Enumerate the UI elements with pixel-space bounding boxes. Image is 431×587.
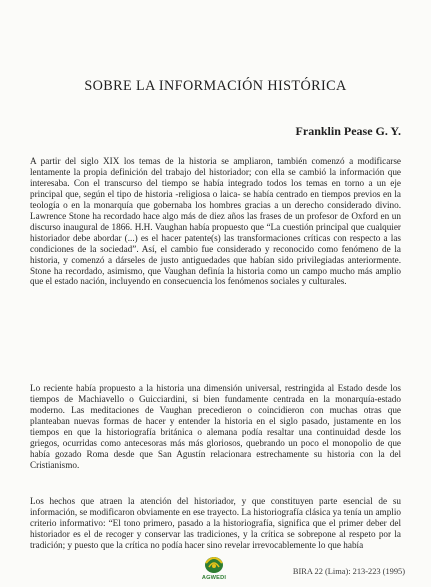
leaf-logo-icon [200, 553, 228, 575]
article-title: SOBRE LA INFORMACIÓN HISTÓRICA [84, 78, 347, 94]
article-author: Franklin Pease G. Y. [295, 124, 401, 138]
page-footer [0, 549, 431, 587]
paragraph-text: Los hechos que atraen la atención del historiador, y que constituyen parte esencial de su información, se modificaron obviamente en ese trayecto. La historiografía clásica ya tenía un amplio criterio informativo: “El tono primero, pasado a la historiografía, significa que el primer deber del historiador es el de recoger y conservar las tradiciones, y la crítica se sobrepone al respeto por la tradición; y puesto que la crítica no podía hacer sino revelar irrevocablemente lo que había [30, 496, 401, 550]
paragraph-3 [30, 496, 401, 551]
paragraph-2 [30, 383, 401, 471]
publisher-logo [200, 553, 228, 583]
paragraph-text: Lo reciente había propuesto a la historia una dimensión universal, restringida al Estado desde los tiempos de Machiavello o Guicciardini, si bien fundamente centrada en la monarquía-estado moderno. Las meditaciones de Vaughan precedieron o coincidieron con muchas otras que planteaban nuevas formas de hacer y entender la historia en el siglo pasado, justamente en los tiempos en que la historiografía británica o alemana podía resaltar una continuidad desde los griegos, ocurridas como antecesoras más más gloriosos, quebrando un poco el monopolio de que había gozado Roma desde que San Agustín relacionara estrechamente su historia con la del Cristianismo. [30, 383, 401, 470]
logo-text: AGWEDI [201, 575, 227, 581]
paragraph-1 [30, 156, 401, 287]
paragraph-text: A partir del siglo XIX los temas de la historia se ampliaron, también comenzó a modificarse lentamente la propia definición del trabajo del historiador; con ella se cambió la información que interesaba. Con el transcurso del tiempo se había integrado todos los temas en torno a un eje principal que, según el tipo de historia -religiosa o laica- se había centrado en tiempos previos en la teología o en la monarquía que gobernaba los hombres gracias a un derecho considerado divino. Lawrence Stone ha recordado hace algo más de diez años las frases de un profesor de Oxford en un discurso inaugural de 1866. H.H. Vaughan había propuesto que “La cuestión principal que cualquier historiador debe abordar (...) es el hacer patente(s) las transformaciones críticas con respecto a las condiciones de la sociedad”. Así, el cambio fue considerado y reconocido como fenómeno de la historia, y comenzó a dárseles de justo antiguedades que habían sido privilegiadas anteriormente. Stone ha recordado, asimismo, que Vaughan definía la historia como un campo mucho más amplio que el estado nación, incluyendo en consecuencia los fenómenos sociales y culturales. [30, 156, 401, 287]
journal-citation: BIRA 22 (Lima): 213-223 (1995) [292, 567, 405, 576]
